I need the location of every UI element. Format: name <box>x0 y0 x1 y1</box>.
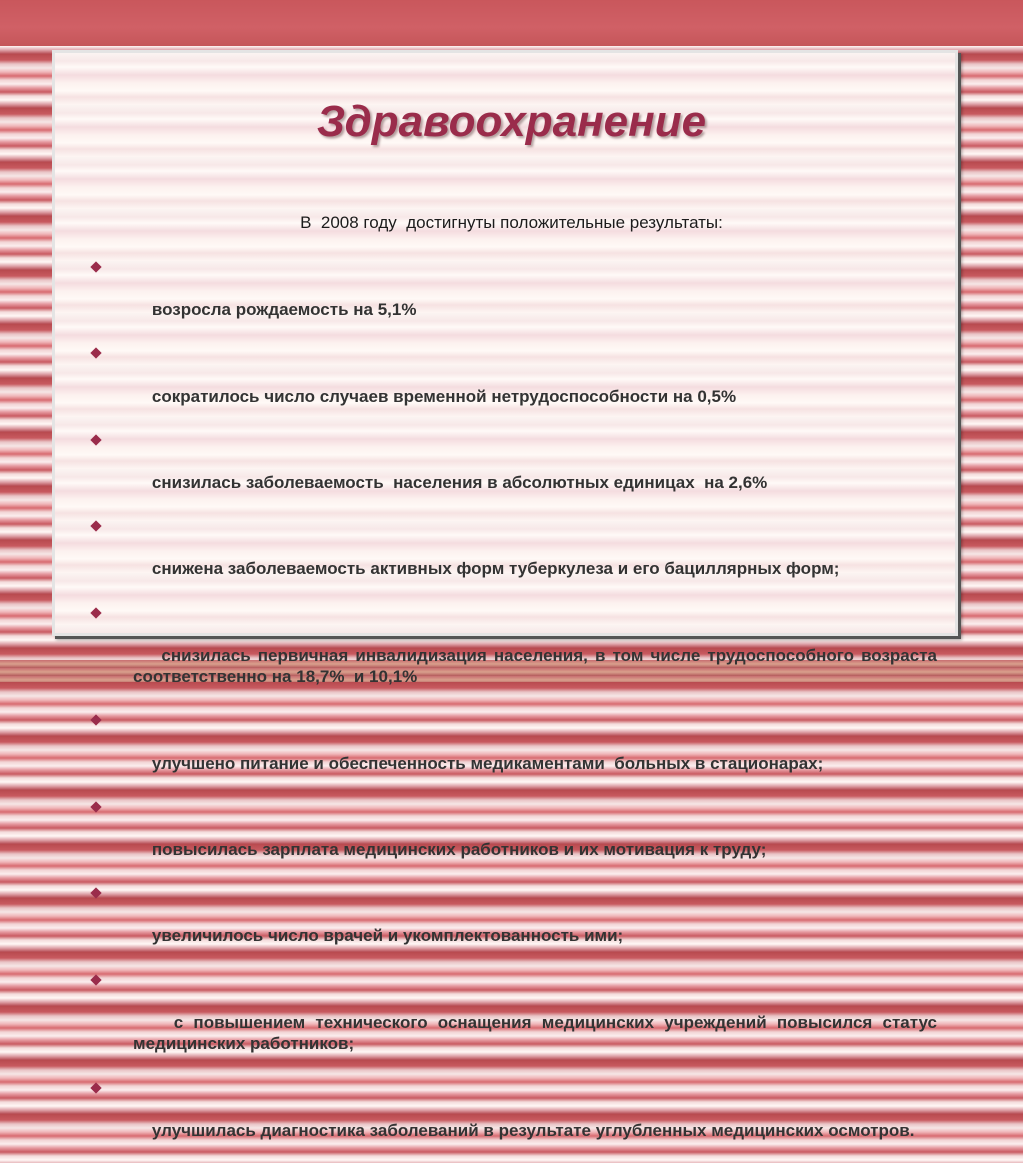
bullet-text: улучшилась диагностика заболеваний в результате углубленных медицинских осмотров. <box>151 1120 915 1140</box>
diamond-bullet-icon <box>90 888 101 899</box>
bullet-text: улучшено питание и обеспеченность медикаментами больных в стационарах; <box>151 753 824 773</box>
diamond-bullet-icon <box>90 434 101 445</box>
bullet-item <box>90 882 937 968</box>
bullet-text: снизилась заболеваемость населения в абсолютных единицах на 2,6% <box>151 472 768 492</box>
background-top-band <box>0 0 1023 46</box>
bullet-item <box>90 602 942 710</box>
bullet-item <box>90 256 937 342</box>
diamond-bullet-icon <box>90 607 101 618</box>
diamond-bullet-icon <box>90 715 101 726</box>
bullet-list <box>90 256 942 1163</box>
bullet-text: с повышением технического оснащения медицинских учреждений повысился статус медицинских работников; <box>133 1012 942 1054</box>
intro-text: В 2008 году достигнуты положительные результаты: <box>300 213 723 232</box>
bullet-item <box>90 515 937 601</box>
bullet-text: увеличилось число врачей и укомплектованность ими; <box>151 926 624 946</box>
bullet-item <box>90 796 937 882</box>
bullet-item <box>90 709 937 795</box>
diamond-bullet-icon <box>90 974 101 985</box>
diamond-bullet-icon <box>90 520 101 531</box>
bullet-item <box>90 1077 937 1163</box>
diamond-bullet-icon <box>90 261 101 272</box>
bullet-text: повысилась зарплата медицинских работников и их мотивация к труду; <box>151 840 767 860</box>
diamond-bullet-icon <box>90 1082 101 1093</box>
diamond-bullet-icon <box>90 801 101 812</box>
bullet-text: возросла рождаемость на 5,1% <box>151 300 417 320</box>
bullet-item <box>90 342 937 428</box>
bullet-text: снижена заболеваемость активных форм туберкулеза и его бациллярных форм; <box>151 559 840 579</box>
slide-title: Здравоохранение <box>316 97 707 146</box>
bullet-item <box>90 429 937 515</box>
bullet-text: снизилась первичная инвалидизация населения, в том числе трудоспособного возраста соответственно на 18,7% и 10,1% <box>133 645 942 687</box>
bullet-item <box>90 969 942 1077</box>
bullet-text: сократилось число случаев временной нетрудоспособности на 0,5% <box>151 386 737 406</box>
diamond-bullet-icon <box>90 348 101 359</box>
